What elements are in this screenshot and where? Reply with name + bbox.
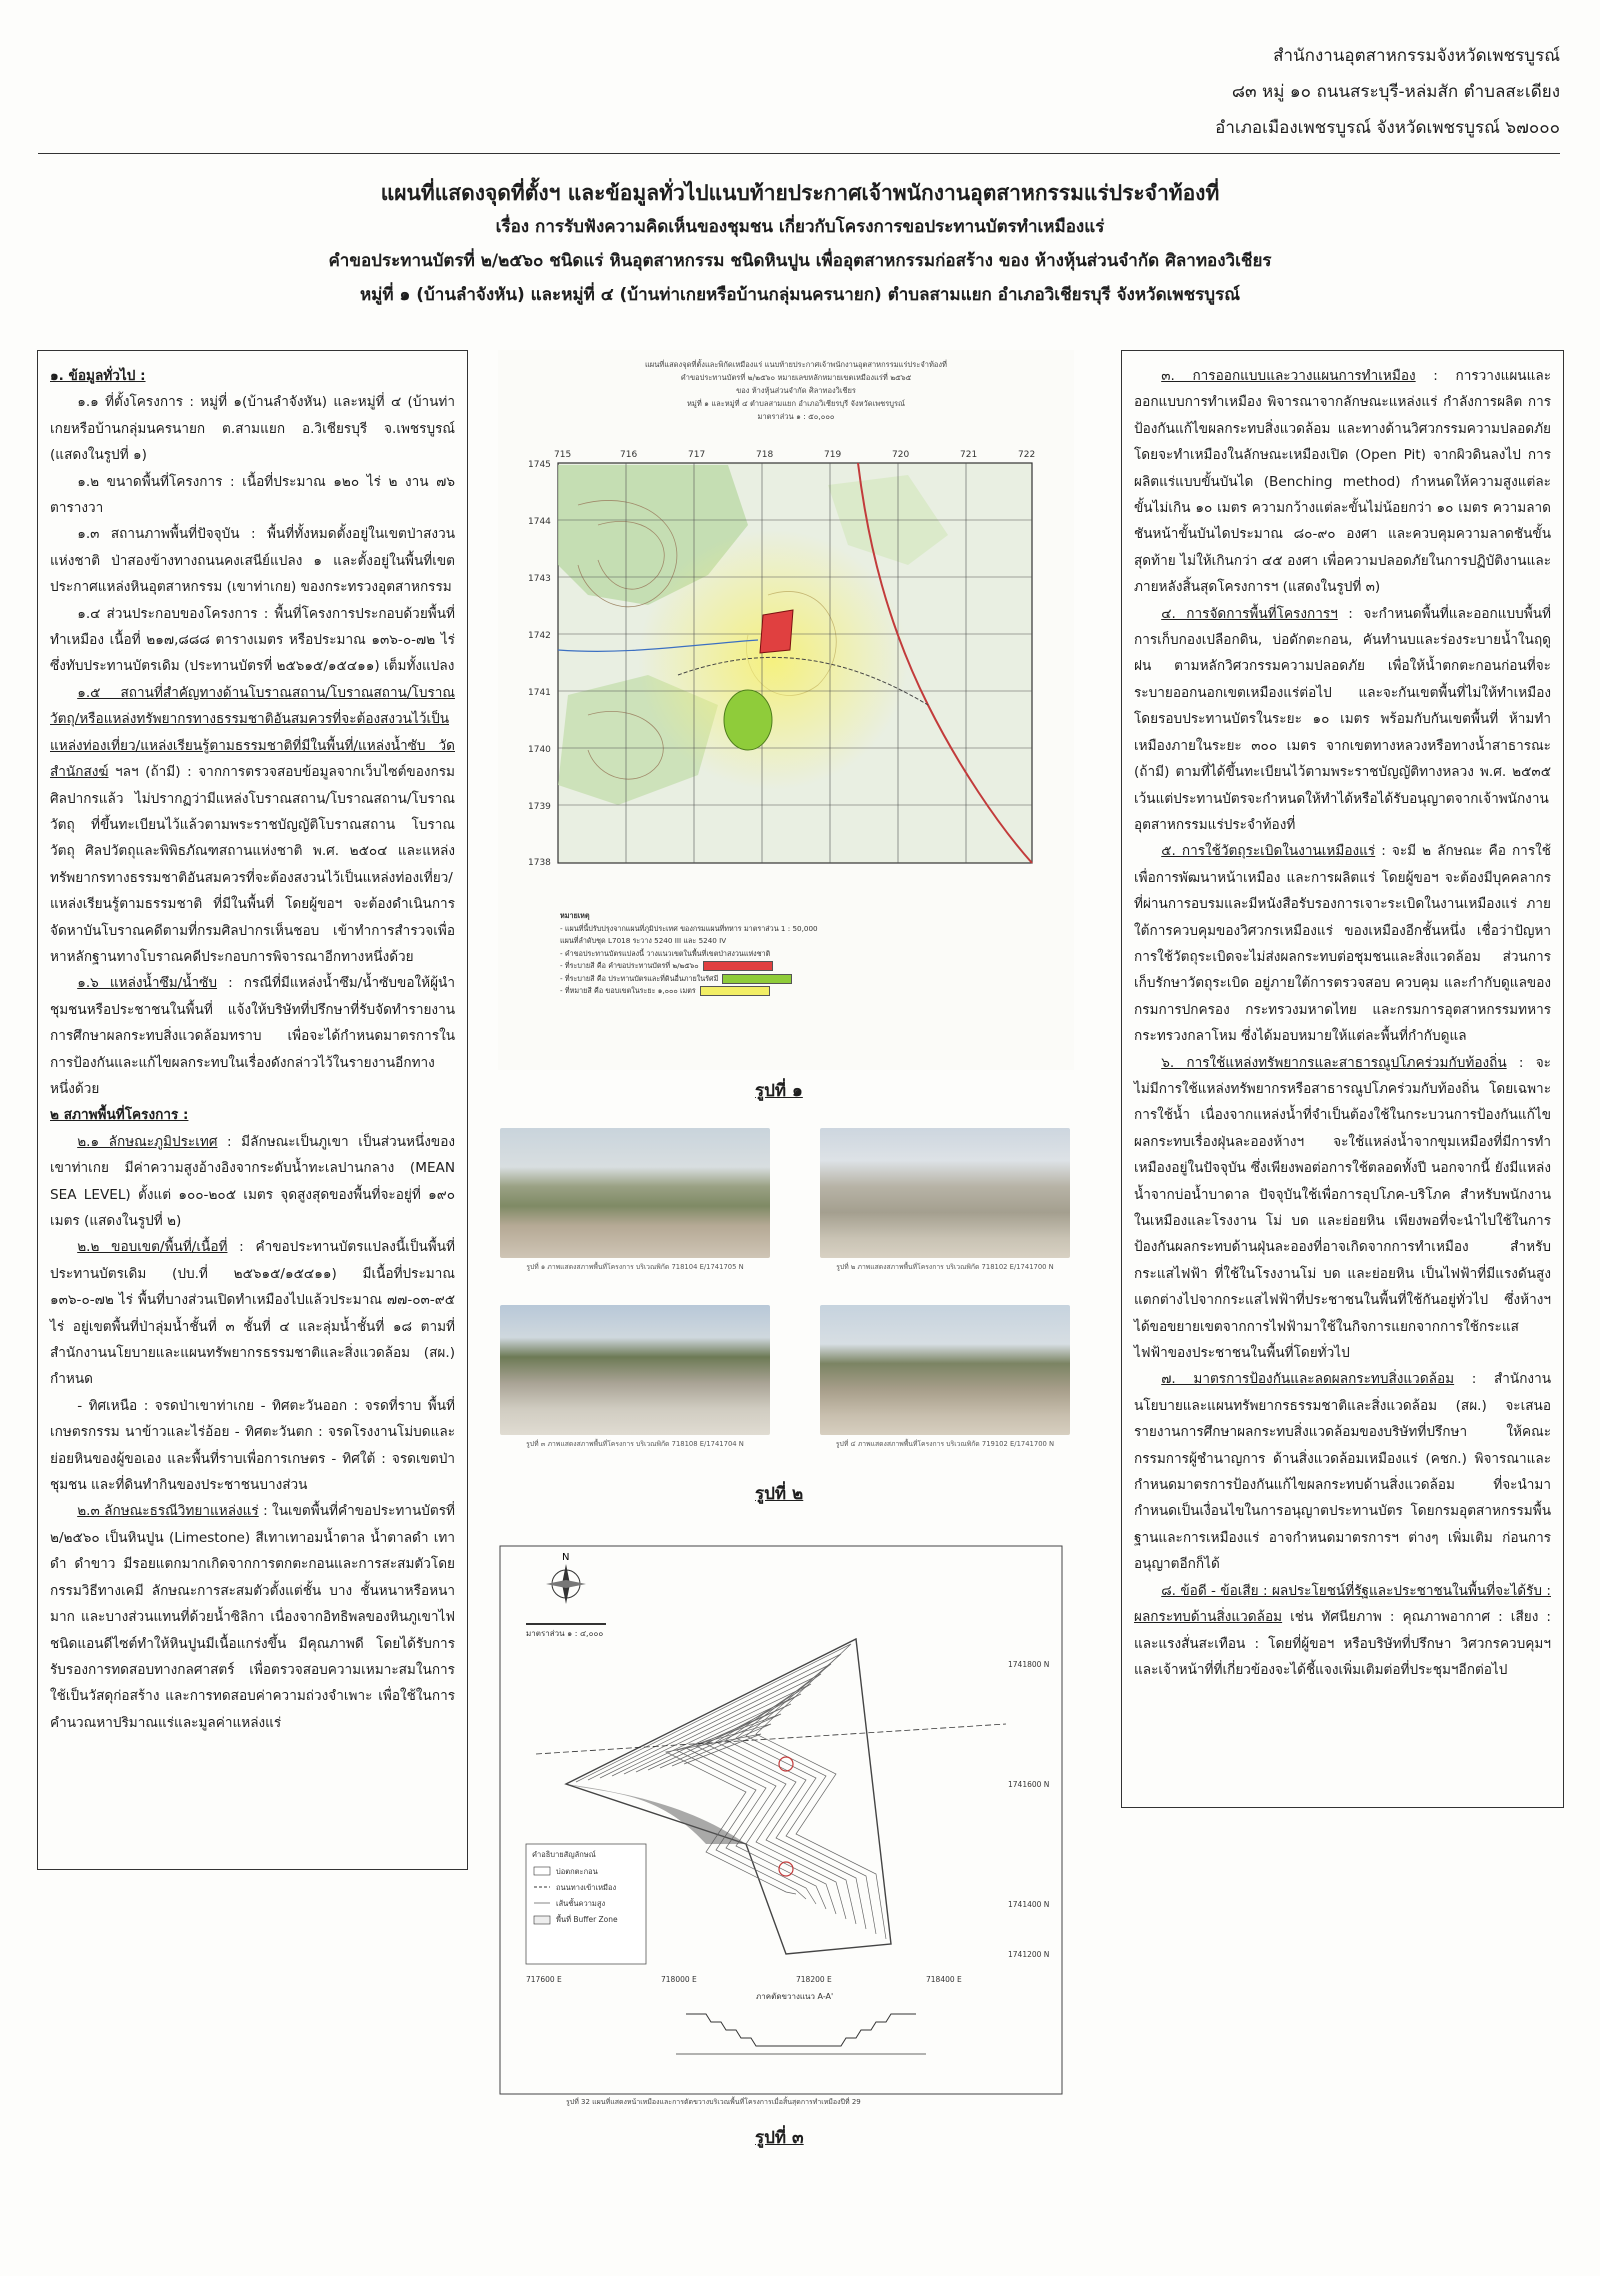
paragraph-7-body: : สำนักงานนโยบายและแผนทรัพยากรธรรมชาติและสิ่งแวดล้อม (สผ.) จะเสนอรายงานการศึกษาผลกระทบสิ่งแวดล้อมของบริษัทที่ปรึกษา ให้คณะกรรมการผู้ชำนาญการ ด้านสิ่งแวดล้อมเหมืองแร่ (คชก.) พิจารณาและกำหนดมาตรการป้องกันแก้ไขผลกระทบด้านสิ่งแวดล้อม ที่จะนำมากำหนดเป็นเงื่อนไขในการอนุญาตประทานบัตร โดยกรมอุตสาหกรรมพื้นฐานและการเหมืองแร่ อาจกำหนดมาตรการฯ ต่างๆ เพิ่มเติม ก่อนการอนุญาตอีกก็ได้ — [1134, 1371, 1551, 1573]
y-tick-label: 1739 — [528, 802, 551, 812]
grid-label-north: 1741600 N — [1008, 1780, 1050, 1789]
figure-1-caption: รูปที่ ๑ — [755, 1081, 803, 1101]
site-photo-3-caption: รูปที่ ๓ ภาพแสดงสภาพพื้นที่โครงการ บริเวณพิกัด 718108 E/1741704 N — [526, 1440, 744, 1448]
grid-label-east: 717600 E — [526, 1975, 562, 1984]
y-tick-label: 1738 — [528, 858, 551, 868]
y-tick-label: 1740 — [528, 745, 551, 755]
paragraph-3 — [1134, 363, 1551, 601]
paragraph-1-3: ๑.๓ สถานภาพพื้นที่ปัจจุบัน : พื้นที่ทั้งหมดตั้งอยู่ในเขตป่าสงวนแห่งชาติ ป่าสองข้างทางถนนคงเสนีย์แปลง ๑ และตั้งอยู่ในพื้นที่เขตประกาศแหล่งหินอุตสาหกรรม (เขาท่าเกย) ของกระทรวงอุตสาหกรรม — [50, 526, 455, 596]
paragraph-2-2 — [50, 1234, 455, 1392]
mine-plan-drawing — [496, 1544, 1066, 2114]
section-1-heading: ๑. ข้อมูลทั่วไป : — [50, 368, 146, 384]
paragraph-3-body: : การวางแผนและออกแบบการทำเหมือง พิจารณาจากลักษณะแหล่งแร่ กำลังการผลิต การป้องกันแก้ไขผลกระทบสิ่งแวดล้อม และทางด้านวิศวกรรมความปลอดภัย โดยจะทำเหมืองในลักษณะเหมืองเปิด (Open Pit) จากผิวดินลงไป การผลิตแร่แบบขั้นบันได (Benching method) กำหนดให้ความสูงแต่ละขั้นไม่เกิน ๑๐ เมตร ความกว้างแต่ละขั้นไม่น้อยกว่า ๑๐ เมตร ความลาดชันหน้าขั้นบันไดประมาณ ๘๐-๙๐ องศา และควบคุมความลาดชันขั้นสุดท้าย ไม่ให้เกินกว่า ๔๕ องศา เพื่อความปลอดภัยในการปฏิบัติงานและภายหลังสิ้นสุดโครงการฯ (แสดงในรูปที่ ๓) — [1134, 368, 1551, 596]
x-tick-label: 715 — [554, 450, 572, 460]
figure-1-location-map — [498, 350, 1074, 1070]
site-photo-3 — [500, 1305, 770, 1435]
paragraph-3-title: ๓. การออกแบบและวางแผนการทำเหมือง — [1161, 368, 1416, 384]
plan-legend-item: เส้นชั้นความสูง — [556, 1899, 606, 1908]
paragraph-1-4: ๑.๔ ส่วนประกอบของโครงการ : พื้นที่โครงการประกอบด้วยพื้นที่ทำเหมือง เนื้อที่ ๒๑๗,๘๘๘ ตารางเมตร หรือประมาณ ๑๓๖-๐-๗๒ ไร่ ซึ่งทับประทานบัตรเดิม (ประทานบัตรที่ ๒๕๖๑๕/๑๕๔๑๑) เต็มทั้งแปลง — [50, 605, 455, 675]
paragraph-2-1 — [50, 1129, 455, 1235]
title-line-4: หมู่ที่ ๑ (บ้านลำจังหัน) และหมู่ที่ ๔ (บ้านท่าเกยหรือบ้านกลุ่มนครนายก) ตำบลสามแยก อำเภอวิเชียรบุรี จังหวัดเพชรบูรณ์ — [359, 285, 1241, 305]
map-heading-2: คำขอประทานบัตรที่ ๒/๒๕๖๐ หมายเลขหลักหมายเขตเหมืองแร่ที่ ๒๕๖๕ — [680, 373, 912, 382]
paragraph-4-title: ๔. การจัดการพื้นที่โครงการฯ — [1161, 605, 1338, 622]
site-photo-4 — [820, 1305, 1070, 1435]
title-line-3: คำขอประทานบัตรที่ ๒/๒๕๖๐ ชนิดแร่ หินอุตสาหกรรม ชนิดหินปูน เพื่ออุตสาหกรรมก่อสร้าง ของ ห้างหุ้นส่วนจำกัด ศิลาทองวิเชียร — [328, 251, 1272, 271]
project-area — [760, 610, 793, 653]
plan-legend-item: ถนนทางเข้าเหมือง — [556, 1883, 617, 1892]
paragraph-2-3 — [50, 1498, 455, 1736]
paragraph-1-5-body: ฯลฯ (ถ้ามี) : จากการตรวจสอบข้อมูลจากเว็บไซต์ของกรมศิลปากรแล้ว ไม่ปรากฏว่ามีแหล่งโบราณสถาน/โบราณสถาน/โบราณวัตถุ ที่ขึ้นทะเบียนไว้แล้วตามพระราชบัญญัติโบราณสถาน โบราณวัตถุ ศิลปวัตถุและพิพิธภัณฑสถานแห่งชาติ พ.ศ. ๒๕๐๔ และแหล่งทรัพยากรทางธรรมชาติอันสมควรที่จะต้องสงวนไว้เป็นแหล่งท่องเที่ยว/แหล่งเรียนรู้ตามธรรมชาติ ที่มีในพื้นที่ โดยผู้ขอฯ จะต้องดำเนินการจัดหาบันโบราณคดีตามที่กรมศิลปากรเห็นชอบ เข้าทำการสำรวจเพื่อหาหลักฐานทางโบราณคดีประกอบการพิจารณาอีกทางหนึ่งด้วย — [50, 764, 455, 965]
legend-row-buffer — [560, 985, 1060, 998]
paragraph-1-1: ๑.๑ ที่ตั้งโครงการ : หมู่ที่ ๑(บ้านลำจังหัน) และหมู่ที่ ๔ (บ้านท่าเกยหรือบ้านกลุ่มนครนายก ต.สามแยก อ.วิเชียรบุรี จ.เพชรบูรณ์ (แสดงในรูปที่ ๑) — [50, 394, 455, 464]
legend-title: หมายเหตุ — [560, 911, 590, 920]
legend-row-project-label: - ที่ระบายสี คือ คำขอประทานบัตรที่ ๒/๒๕๖๐ — [560, 961, 699, 970]
paragraph-6-title: ๖. การใช้แหล่งทรัพยากรและสาธารณูปโภคร่วมกับท้องถิ่น — [1161, 1054, 1507, 1071]
paragraph-5-body: : จะมี ๒ ลักษณะ คือ การใช้เพื่อการพัฒนาหน้าเหมือง และการผลิตแร่ โดยผู้ขอฯ จะต้องมีบุคคลากรที่ผ่านการอบรมและมีหนังสือรับรองการเจาะระเบิดในงานเหมืองแร่ ภายใต้การควบคุมของวิศวกรเหมืองแร่ ของเหมืองอีกชั้นหนึ่ง เชื่อว่าปัญหาการใช้วัตถุระเบิดจะไม่ส่งผลกระทบต่อชุมชนและสิ่งแวดล้อม ส่วนการเก็บรักษาวัตถุระเบิด อยู่ภายใต้การตรวจสอบ ควบคุม และกำกับดูแลของกรมการปกครอง กระทรวงมหาดไทย และกรมการอุตสาหกรรมทหาร กระทรวงกลาโหม ซึ่งได้มอบหมายให้แต่ละพื้นที่กำกับดูแล — [1134, 843, 1551, 1045]
paragraph-4-body: : จะกำหนดพื้นที่และออกแบบพื้นที่การเก็บกองเปลือกดิน, บ่อดักตะกอน, คันทำนบและร่องระบายน้ำในฤดูฝน ตามหลักวิศวกรรมความปลอดภัย เพื่อให้น้ำตกตะกอนก่อนที่จะระบายออกนอกเขตเหมืองแร่ต่อไป และจะกันเขตพื้นที่ไม่ให้ทำเหมืองโดยรอบประทานบัตรในระยะ ๑๐ เมตร พร้อมกับกันเขตพื้นที่ ห้ามทำเหมืองภายในระยะ ๓๐๐ เมตร จากเขตทางหลวงหรือทางน้ำสาธารณะ (ถ้ามี) ตามที่ได้ขึ้นทะเบียนไว้ตามพระราชบัญญัติทางหลวง พ.ศ. ๒๕๓๕ เว้นแต่ประทานบัตรจะกำหนดให้ทำได้หรือได้รับอนุญาตจากเจ้าพนักงานอุตสาหกรรมแร่ประจำท้องที่ — [1134, 605, 1551, 833]
x-tick-label: 719 — [824, 450, 842, 460]
paragraph-8-body: เช่น ทัศนียภาพ : คุณภาพอากาศ : เสียง : และแรงสั่นสะเทือน : โดยที่ผู้ขอฯ หรือบริษัทที่ปรึกษา วิศวกรควบคุมฯ และเจ้าหน้าที่ที่เกี่ยวข้องจะได้ชี้แจงเพิ่มเติมต่อที่ประชุมฯอีกต่อไป — [1134, 1609, 1551, 1678]
grid-label-east: 718200 E — [796, 1975, 832, 1984]
paragraph-2-2-boundaries: - ทิศเหนือ : จรดป่าเขาท่าเกย - ทิศตะวันออก : จรดที่ราบ พื้นที่เกษตรกรรม นาข้าวและไร่อ้อย - ทิศตะวันตก : จรดโรงงานโม่บดและย่อยหินของผู้ขอเอง และพื้นที่ราบเพื่อการเกษตร - ทิศใต้ : จรดเขตป่าชุมชน และที่ดินทำกินของประชาชนบางส่วน — [50, 1397, 455, 1494]
title-line-2: เรื่อง การรับฟังความคิดเห็นของชุมชน เกี่ยวกับโครงการขอประทานบัตรทำเหมืองแร่ — [495, 217, 1105, 237]
legend-swatch-project — [703, 961, 773, 971]
paragraph-7 — [1134, 1366, 1551, 1577]
section-title: ภาคตัดขวางแนว A-A' — [756, 1992, 834, 2001]
y-tick-label: 1745 — [528, 460, 551, 470]
title-line-1: แผนที่แสดงจุดที่ตั้งฯ และข้อมูลทั่วไปแนบท้ายประกาศเจ้าพนักงานอุตสาหกรรมแร่ประจำท้องที่ — [380, 181, 1220, 205]
legend-row-project — [560, 960, 1060, 973]
x-tick-label: 721 — [960, 450, 978, 460]
x-tick-label: 720 — [892, 450, 910, 460]
x-tick-label: 717 — [688, 450, 706, 460]
paragraph-6-body: : จะไม่มีการใช้แหล่งทรัพยากรหรือสาธารณูปโภคร่วมกับท้องถิ่น โดยเฉพาะการใช้น้ำ เนื่องจากแหล่งน้ำที่จำเป็นต้องใช้ในกระบวนการป้องกันแก้ไขผลกระทบเรื่องฝุ่นละอองห้างฯ จะใช้แหล่งน้ำจากขุมเหมืองที่มีการทำเหมืองอยู่ในปัจจุบัน ซึ่งเพียงพอต่อการใช้ตลอดทั้งปี นอกจากนี้ ยังมีแหล่งน้ำจากบ่อน้ำบาดาล ปัจจุบันใช้เพื่อการอุปโภค-บริโภค สำหรับพนักงานในเหมืองและโรงงาน โม่ บด และย่อยหิน เพียงพอที่จะนำไปใช้ในการป้องกันผลกระทบด้านฝุ่นละอองที่อาจเกิดจากการทำเหมือง สำหรับกระแสไฟฟ้า ที่ใช้ในโรงงานโม่ บด และย่อยหิน เป็นไฟฟ้าที่มีแรงดันสูงแตกต่างไปจากกระแสไฟฟ้าที่ประชาชนในพื้นที่ใช้กันอยู่ทั่วไป ซึ่งห้างฯ ได้ขอขยายเขตจากการไฟฟ้ามาใช้ในกิจการแยกจากการใช้กระแสไฟฟ้าของประชาชนในพื้นที่โดยทั่วไป — [1134, 1054, 1551, 1362]
paragraph-8 — [1134, 1578, 1551, 1684]
figure-3-caption: รูปที่ ๓ — [755, 2128, 804, 2148]
site-photo-4-caption: รูปที่ ๔ ภาพแสดงสภาพพื้นที่โครงการ บริเวณพิกัด 719102 E/1741700 N — [835, 1440, 1055, 1448]
plan-legend-title: คำอธิบายสัญลักษณ์ — [532, 1850, 596, 1859]
x-tick-label: 716 — [620, 450, 638, 460]
legend-symbol — [534, 1916, 550, 1924]
y-tick-label: 1742 — [528, 631, 551, 641]
paragraph-1-6-body: : กรณีที่มีแหล่งน้ำซึม/น้ำซับขอให้ผู้นำชุมชนหรือประชาชนในพื้นที่ แจ้งให้บริษัทที่ปรึกษาที่รับจัดทำรายงานการศึกษาผลกระทบสิ่งแวดล้อมทราบ เพื่อจะได้กำหนดมาตรการในการป้องกันและแก้ไขผลกระทบในเรื่องดังกล่าวไว้ในรายงานอีกทางหนึ่งด้วย — [50, 975, 455, 1097]
map-legend — [560, 910, 1060, 998]
site-photo-1 — [500, 1128, 770, 1258]
office-address — [1000, 38, 1560, 146]
paragraph-7-title: ๗. มาตรการป้องกันและลดผลกระทบสิ่งแวดล้อม — [1161, 1371, 1455, 1388]
grid-label-north: 1741400 N — [1008, 1900, 1050, 1909]
address-line-1: สำนักงานอุตสาหกรรมจังหวัดเพชรบูรณ์ — [1273, 46, 1560, 66]
x-tick-label: 718 — [756, 450, 774, 460]
site-photo-2-caption: รูปที่ ๒ ภาพแสดงสภาพพื้นที่โครงการ บริเวณพิกัด 718102 E/1741700 N — [836, 1263, 1054, 1271]
legend-swatch-other — [722, 974, 792, 984]
map-heading — [546, 358, 1046, 423]
topo-map — [528, 445, 1048, 885]
grid-label-east: 718400 E — [926, 1975, 962, 1984]
paragraph-1-5 — [50, 680, 455, 970]
address-line-3: อำเภอเมืองเพชรบูรณ์ จังหวัดเพชรบูรณ์ ๖๗๐๐๐ — [1215, 118, 1560, 138]
grid-label-north: 1741200 N — [1008, 1950, 1050, 1959]
north-label: N — [562, 1552, 570, 1563]
paragraph-2-2-title: ๒.๒ ขอบเขต/พื้นที่/เนื้อที่ — [77, 1239, 228, 1256]
project-details-column — [1121, 350, 1564, 1808]
paragraph-1-2: ๑.๒ ขนาดพื้นที่โครงการ : เนื้อที่ประมาณ ๑๒๐ ไร่ ๒ งาน ๗๖ ตารางวา — [50, 473, 455, 517]
paragraph-2-3-body: : ในเขตพื้นที่คำขอประทานบัตรที่ ๒/๒๕๖๐ เป็นหินปูน (Limestone) สีเทาเทาอมน้ำตาล น้ำตาลดำ เทาดำ ดำขาว มีรอยแตกมากเกิดจากการตกตะกอนและการสะสมตัวโดยกรรมวิธีทางเคมี ลักษณะการสะสมตัวตั้งแต่ชั้น บาง ชั้นหนาหรือหนามาก และบางส่วนแทนที่ด้วยน้ำซิลิกา เนื่องจากอิทธิพลของหินภูเขาไฟชนิดแอนดีไซต์ทำให้หินปูนมีเนื้อแกร่งขึ้น มีคุณภาพดี โดยได้รับการรับรองการทดสอบทางกลศาสตร์ เพื่อตรวจสอบความเหมาะสมในการใช้เป็นวัสดุก่อสร้าง และการทดสอบค่าความถ่วงจำเพาะ เพื่อใช้ในการคำนวณหาปริมาณแร่และมูลค่าแหล่งแร่ — [50, 1503, 455, 1731]
paragraph-1-6-title: ๑.๖ แหล่งน้ำซึม/น้ำซับ — [77, 975, 218, 992]
legend-swatch-buffer — [700, 986, 770, 996]
paragraph-5 — [1134, 838, 1551, 1049]
site-photo-2 — [820, 1128, 1070, 1258]
section-2-heading: ๒ สภาพพื้นที่โครงการ : — [50, 1107, 189, 1124]
y-tick-label: 1741 — [528, 688, 551, 698]
paragraph-2-3-title: ๒.๓ ลักษณะธรณีวิทยาแหล่งแร่ — [77, 1503, 259, 1520]
map-heading-4: หมู่ที่ ๑ และหมู่ที่ ๔ ตำบลสามแยก อำเภอวิเชียรบุรี จังหวัดเพชรบูรณ์ — [686, 399, 906, 408]
plan-footer-note: รูปที่ 32 แผนที่แสดงหน้าเหมืองและการตัดขวางบริเวณพื้นที่โครงการเมื่อสิ้นสุดการทำเหมืองปีที่ 29 — [566, 2098, 861, 2106]
y-tick-label: 1744 — [528, 517, 551, 527]
paragraph-5-title: ๕. การใช้วัตถุระเบิดในงานเหมืองแร่ — [1161, 843, 1376, 860]
paragraph-6 — [1134, 1050, 1551, 1367]
paragraph-2-1-title: ๒.๑ ลักษณะภูมิประเทศ — [77, 1133, 218, 1150]
legend-note-1: - แผนที่นี้ปรับปรุงจากแผนที่ภูมิประเทศ ของกรมแผนที่ทหาร มาตราส่วน 1 : 50,000 — [560, 923, 818, 933]
figure-3-mine-plan — [496, 1544, 1066, 2114]
plan-scale-label: มาตราส่วน ๑ : ๔,๐๐๐ — [526, 1629, 604, 1638]
buffer-zone — [638, 530, 908, 790]
paragraph-1-6 — [50, 970, 455, 1102]
plan-legend-item: พื้นที่ Buffer Zone — [556, 1915, 618, 1924]
other-concession-area — [724, 690, 772, 750]
legend-row-other — [560, 973, 1060, 986]
map-heading-3: ของ ห้างหุ้นส่วนจำกัด ศิลาทองวิเชียร — [736, 386, 856, 395]
grid-label-north: 1741800 N — [1008, 1660, 1050, 1669]
figure-2-caption: รูปที่ ๒ — [755, 1484, 804, 1504]
paragraph-8-title: ๘. ข้อดี - ข้อเสีย : ผลประโยชน์ที่รัฐและประชาชนในพื้นที่จะได้รับ : ผลกระทบด้านสิ่งแวดล้อม — [1134, 1582, 1551, 1626]
map-heading-5: มาตราส่วน ๑ : ๕๐,๐๐๐ — [757, 412, 835, 421]
header-divider — [38, 153, 1560, 154]
legend-row-buffer-label: - ที่หมายสี คือ ขอบเขตในระยะ ๑,๐๐๐ เมตร — [560, 986, 696, 995]
document-title — [60, 176, 1540, 312]
site-photo-1-caption: รูปที่ ๑ ภาพแสดงสภาพพื้นที่โครงการ บริเวณพิกัด 718104 E/1741705 N — [526, 1263, 744, 1271]
y-tick-label: 1743 — [528, 574, 551, 584]
general-info-column — [37, 350, 468, 1870]
paragraph-4 — [1134, 601, 1551, 839]
paragraph-2-2-body: : คำขอประทานบัตรแปลงนี้เป็นพื้นที่ประทานบัตรเดิม (ปบ.ที่ ๒๕๖๑๕/๑๕๔๑๑) มีเนื้อที่ประมาณ ๑๓๖-๐-๗๒ ไร่ พื้นที่บางส่วนเปิดทำเหมืองไปแล้วประมาณ ๗๗-๐๓-๙๕ ไร่ อยู่เขตพื้นที่ป่าลุ่มน้ำชั้นที่ ๓ ชั้นที่ ๔ และลุ่มน้ำชั้นที่ ๑๘ ตามที่สำนักงานนโยบายและแผนทรัพยากรธรรมชาติและสิ่งแวดล้อม (สผ.) กำหนด — [50, 1239, 455, 1388]
paragraph-1-5-title: ๑.๕ สถานที่สำคัญทางด้านโบราณสถาน/โบราณสถาน/โบราณวัตถุ/หรือแหล่งทรัพยากรทางธรรมชาติอันสมควรที่จะต้องสงวนไว้เป็นแหล่งท่องเที่ยว/แหล่งเรียนรู้ตามธรรมชาติที่มีในพื้นที่/แหล่งน้ำซับ วัด สำนักสงฆ์ — [50, 684, 455, 781]
x-tick-label: 722 — [1018, 450, 1036, 460]
paragraph-2-1-body: : มีลักษณะเป็นภูเขา เป็นส่วนหนึ่งของเขาท่าเกย มีค่าความสูงอ้างอิงจากระดับน้ำทะเลปานกลาง (MEAN SEA LEVEL) ตั้งแต่ ๑๐๐-๒๐๕ เมตร จุดสูงสุดของพื้นที่จะอยู่ที่ ๑๙๐ เมตร (แสดงในรูปที่ ๒) — [50, 1133, 455, 1229]
legend-note-3: - คำขอประทานบัตรแปลงนี้ วางแนวเขตในพื้นที่เขตป่าสงวนแห่งชาติ — [560, 948, 771, 958]
map-heading-1: แผนที่แสดงจุดที่ตั้งและพิกัดเหมืองแร่ แนบท้ายประกาศเจ้าพนักงานอุตสาหกรรมแร่ประจำท้องที่ — [644, 360, 948, 369]
legend-note-2: แผนที่ลำดับชุด L7018 ระวาง 5240 III และ 5240 IV — [560, 936, 727, 945]
address-line-2: ๘๓ หมู่ ๑๐ ถนนสระบุรี-หล่มสัก ตำบลสะเดียง — [1231, 82, 1560, 102]
plan-legend-item: บ่อตกตะกอน — [556, 1867, 598, 1876]
legend-row-other-label: - ที่ระบายสี คือ ประทานบัตรและที่ดินอื่นภายในรัศมี — [560, 973, 719, 983]
grid-label-east: 718000 E — [661, 1975, 697, 1984]
